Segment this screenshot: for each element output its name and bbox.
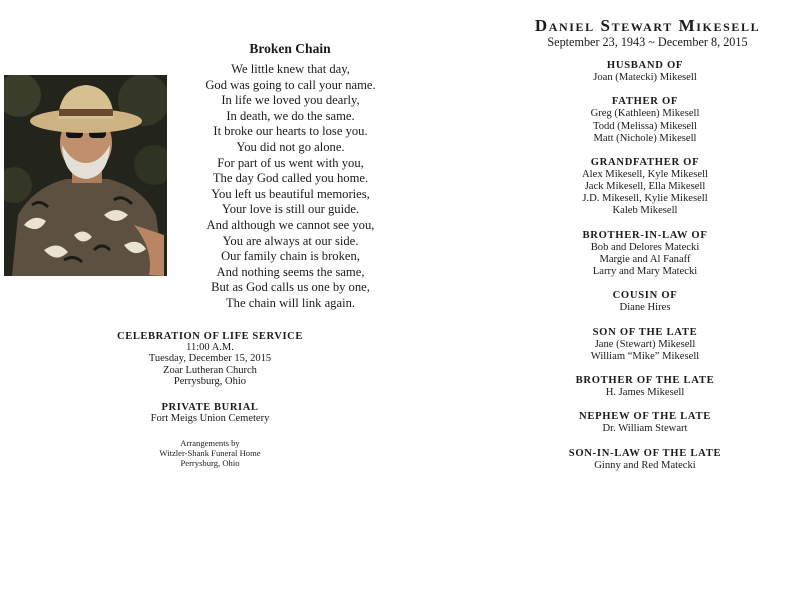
- life-dates: September 23, 1943 ~ December 8, 2015: [547, 35, 748, 49]
- family-group: [545, 375, 745, 399]
- family-member: Joan (Matecki) Mikesell: [593, 72, 697, 84]
- family-member: Matt (Nichole) Mikesell: [593, 132, 697, 144]
- group-heading: BROTHER-IN-LAW OF: [582, 229, 708, 241]
- service-heading: CELEBRATION OF LIFE SERVICE: [117, 331, 303, 342]
- family-group: [545, 230, 745, 278]
- family-member: Larry and Mary Matecki: [592, 265, 698, 277]
- group-heading: FATHER OF: [611, 96, 679, 108]
- poem-line: You left us beautiful memories,: [211, 186, 370, 201]
- burial-heading: PRIVATE BURIAL: [161, 402, 259, 414]
- family-member: William “Mike” Mikesell: [590, 350, 700, 362]
- poem-line: And nothing seems the same,: [216, 264, 365, 279]
- group-heading: SON-IN-LAW OF THE LATE: [568, 447, 722, 459]
- family-group: [545, 448, 745, 472]
- family-member: H. James Mikesell: [605, 387, 685, 399]
- poem-line: Your love is still our guide.: [221, 202, 360, 217]
- group-heading: HUSBAND OF: [606, 60, 684, 71]
- right-panel: [400, 0, 800, 600]
- family-group: [545, 411, 745, 435]
- service-time: 11:00 A.M.: [186, 342, 234, 354]
- poem-line: We little knew that day,: [231, 62, 350, 76]
- family-member: Ginny and Red Matecki: [594, 459, 696, 471]
- burial-location: Fort Meigs Union Cemetery: [150, 413, 270, 425]
- portrait-photo: [4, 75, 167, 276]
- service-city: Perrysburg, Ohio: [173, 375, 247, 387]
- family-member: Kaleb Mikesell: [612, 205, 678, 217]
- poem-line: It broke our hearts to lose you.: [213, 124, 368, 139]
- family-group: [545, 96, 745, 144]
- poem-line: For part of us went with you,: [217, 155, 364, 170]
- poem-line: The day God called you home.: [212, 171, 369, 186]
- deceased-name: Daniel Stewart Mikesell: [534, 16, 761, 35]
- group-heading: COUSIN OF: [612, 290, 678, 302]
- family-member: Todd (Melissa) Mikesell: [592, 120, 697, 132]
- poem-line: God was going to call your name.: [205, 77, 376, 92]
- poem-line: You did not go alone.: [236, 139, 345, 154]
- group-heading: NEPHEW OF THE LATE: [578, 411, 711, 423]
- arrangements-line: Arrangements by: [180, 438, 240, 449]
- poem-line: Our family chain is broken,: [221, 249, 360, 264]
- family-member: Diane Hires: [619, 302, 671, 314]
- family-group: [545, 60, 745, 84]
- family-group: [545, 290, 745, 314]
- service-location: Zoar Lutheran Church: [163, 364, 257, 376]
- poem-line: But as God calls us one by one,: [211, 280, 370, 295]
- poem-line: You are always at our side.: [222, 233, 359, 248]
- funeral-home-city: Perrysburg, Ohio: [180, 457, 240, 468]
- group-heading: SON OF THE LATE: [592, 326, 698, 338]
- group-heading: BROTHER OF THE LATE: [575, 375, 715, 386]
- family-group: [545, 157, 745, 217]
- family-member: Margie and Al Fanaff: [599, 253, 691, 265]
- family-group: [545, 327, 745, 363]
- family-member: Greg (Kathleen) Mikesell: [590, 108, 700, 120]
- poem-line: The chain will link again.: [225, 295, 356, 310]
- family-member: Bob and Delores Matecki: [590, 241, 700, 253]
- poem-line: And although we cannot see you,: [206, 217, 375, 232]
- service-info: [90, 331, 330, 468]
- family-member: Jane (Stewart) Mikesell: [594, 338, 696, 350]
- poem-line: In life we loved you dearly,: [221, 93, 360, 108]
- family-member: Alex Mikesell, Kyle Mikesell: [582, 169, 708, 181]
- service-date: Tuesday, December 15, 2015: [148, 353, 272, 365]
- funeral-home: Witzler-Shank Funeral Home: [159, 448, 261, 459]
- family-list: [545, 60, 745, 484]
- poem-title: Broken Chain: [249, 41, 331, 56]
- family-member: J.D. Mikesell, Kylie Mikesell: [582, 193, 708, 205]
- poem-line: In death, we do the same.: [226, 108, 355, 123]
- family-member: Dr. William Stewart: [602, 423, 688, 435]
- group-heading: GRANDFATHER OF: [590, 156, 700, 168]
- poem-text: [183, 62, 398, 312]
- family-member: Jack Mikesell, Ella Mikesell: [584, 181, 706, 193]
